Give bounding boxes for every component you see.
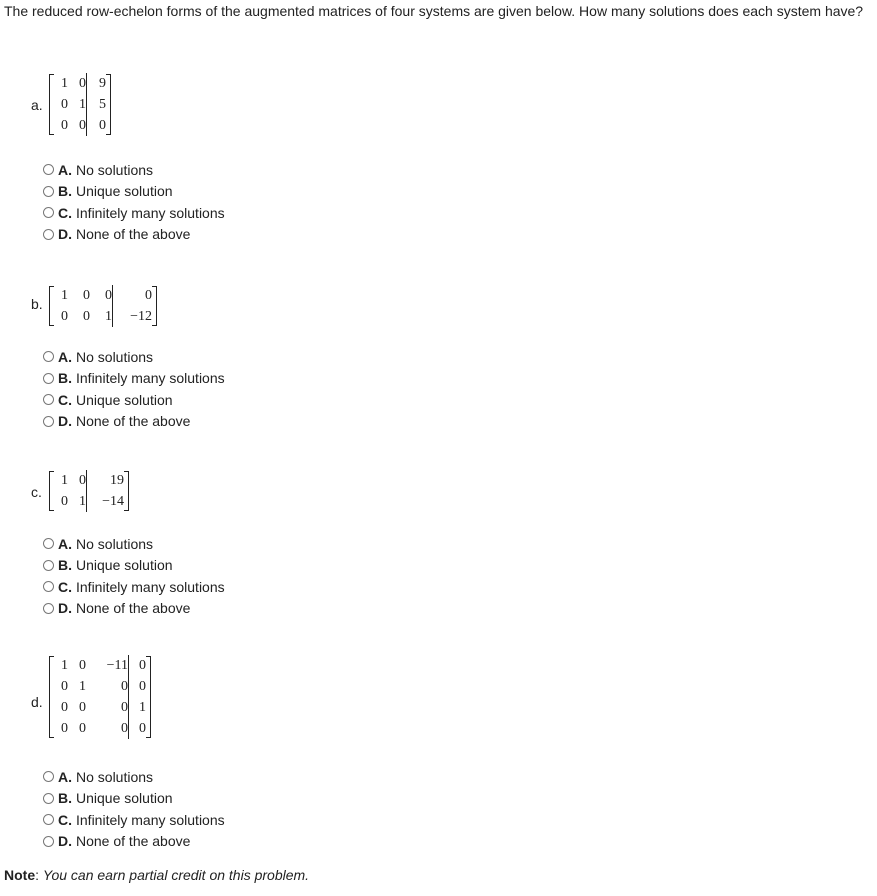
option-text: None of the above [76, 226, 191, 243]
matrix-entry: 1 [79, 679, 86, 694]
matrix-entry: 0 [79, 473, 86, 488]
matrix-entry: 5 [86, 94, 106, 115]
matrix-entry: 0 [128, 655, 146, 676]
option-text: No solutions [76, 768, 154, 785]
part-b-matrix [49, 285, 157, 327]
radio-button[interactable] [43, 351, 54, 362]
option-letter: B. [58, 183, 72, 200]
option-letter: A. [58, 768, 72, 785]
part-a-options [43, 159, 225, 245]
part-b-options [43, 346, 225, 432]
matrix-entry: 0 [79, 76, 86, 91]
option-letter: A. [58, 535, 72, 552]
radio-button[interactable] [43, 164, 54, 175]
matrix-entry: 0 [128, 718, 146, 739]
radio-button[interactable] [43, 186, 54, 197]
option-c[interactable] [43, 389, 225, 411]
part-b-label: b. [31, 296, 43, 312]
radio-button[interactable] [43, 560, 54, 571]
part-d-options [43, 766, 225, 852]
radio-button[interactable] [43, 394, 54, 405]
matrix-entry: 0 [121, 700, 128, 715]
option-a[interactable] [43, 346, 225, 368]
option-d[interactable] [43, 598, 225, 620]
option-letter: C. [58, 391, 72, 408]
option-d[interactable] [43, 411, 225, 433]
option-text: No solutions [76, 535, 154, 552]
radio-button[interactable] [43, 229, 54, 240]
matrix-entry: 1 [61, 76, 68, 91]
option-text: Unique solution [76, 391, 173, 408]
option-letter: C. [58, 204, 72, 221]
part-c-options [43, 533, 225, 619]
note-label: Note [4, 867, 36, 883]
radio-button[interactable] [43, 416, 54, 427]
matrix-entry: 0 [105, 288, 112, 303]
matrix-entry: 0 [86, 115, 106, 136]
matrix-entry: 1 [61, 473, 68, 488]
radio-button[interactable] [43, 603, 54, 614]
option-text: None of the above [76, 833, 191, 850]
matrix-entry: 1 [61, 288, 68, 303]
option-letter: A. [58, 161, 72, 178]
radio-button[interactable] [43, 793, 54, 804]
note: Note: You can earn partial credit on this problem. [4, 867, 310, 883]
option-letter: B. [58, 790, 72, 807]
matrix-entry: −11 [106, 658, 128, 673]
option-text: Infinitely many solutions [76, 578, 225, 595]
matrix-entry: 1 [79, 97, 86, 112]
option-c[interactable] [43, 576, 225, 598]
option-letter: D. [58, 600, 72, 617]
option-c[interactable] [43, 202, 225, 224]
option-letter: C. [58, 811, 72, 828]
part-c-matrix [49, 470, 129, 512]
matrix-entry: 0 [83, 288, 90, 303]
option-text: Infinitely many solutions [76, 370, 225, 387]
part-a-matrix [49, 73, 111, 136]
option-text: Unique solution [76, 183, 173, 200]
radio-button[interactable] [43, 207, 54, 218]
matrix-entry: 0 [61, 118, 68, 133]
option-letter: A. [58, 348, 72, 365]
matrix-entry: 1 [61, 658, 68, 673]
option-text: Unique solution [76, 790, 173, 807]
radio-button[interactable] [43, 814, 54, 825]
matrix-entry: 0 [79, 118, 86, 133]
option-text: Infinitely many solutions [76, 811, 225, 828]
matrix-entry: 0 [112, 285, 152, 306]
matrix-entry: 0 [79, 721, 86, 736]
option-letter: B. [58, 557, 72, 574]
matrix-entry: 9 [86, 73, 106, 94]
matrix-entry: 19 [86, 470, 124, 491]
radio-button[interactable] [43, 836, 54, 847]
matrix-entry: 0 [61, 679, 68, 694]
matrix-entry: 0 [61, 494, 68, 509]
matrix-entry: 1 [79, 494, 86, 509]
question-prompt: The reduced row-echelon forms of the augmented matrices of four systems are given below. How many solutions does each system have? [4, 3, 864, 19]
matrix-entry: 0 [61, 700, 68, 715]
matrix-entry: 0 [79, 700, 86, 715]
part-a-label: a. [31, 97, 43, 113]
radio-button[interactable] [43, 771, 54, 782]
matrix-entry: 0 [121, 679, 128, 694]
option-text: Infinitely many solutions [76, 204, 225, 221]
option-a[interactable] [43, 533, 225, 555]
option-letter: D. [58, 833, 72, 850]
option-c[interactable] [43, 809, 225, 831]
option-text: No solutions [76, 348, 154, 365]
option-b[interactable] [43, 788, 225, 810]
note-text: You can earn partial credit on this problem. [42, 867, 310, 883]
matrix-entry: 1 [105, 309, 112, 324]
part-d-label: d. [31, 694, 43, 710]
matrix-entry: −14 [86, 491, 124, 512]
matrix-entry: 0 [83, 309, 90, 324]
option-text: None of the above [76, 600, 191, 617]
matrix-entry: −12 [112, 306, 152, 327]
matrix-entry: 0 [128, 676, 146, 697]
option-d[interactable] [43, 224, 225, 246]
matrix-entry: 0 [121, 721, 128, 736]
option-letter: D. [58, 226, 72, 243]
matrix-entry: 1 [128, 697, 146, 718]
matrix-entry: 0 [61, 97, 68, 112]
option-letter: B. [58, 370, 72, 387]
option-b[interactable] [43, 181, 225, 203]
radio-button[interactable] [43, 373, 54, 384]
option-a[interactable] [43, 766, 225, 788]
radio-button[interactable] [43, 581, 54, 592]
matrix-entry: 0 [79, 658, 86, 673]
option-b[interactable] [43, 555, 225, 577]
option-text: Unique solution [76, 557, 173, 574]
option-d[interactable] [43, 831, 225, 853]
option-text: None of the above [76, 413, 191, 430]
part-c-label: c. [31, 484, 42, 500]
option-letter: C. [58, 578, 72, 595]
option-text: No solutions [76, 161, 154, 178]
part-d-matrix [49, 655, 151, 739]
matrix-entry: 0 [61, 721, 68, 736]
option-a[interactable] [43, 159, 225, 181]
option-letter: D. [58, 413, 72, 430]
radio-button[interactable] [43, 538, 54, 549]
matrix-entry: 0 [61, 309, 68, 324]
option-b[interactable] [43, 368, 225, 390]
